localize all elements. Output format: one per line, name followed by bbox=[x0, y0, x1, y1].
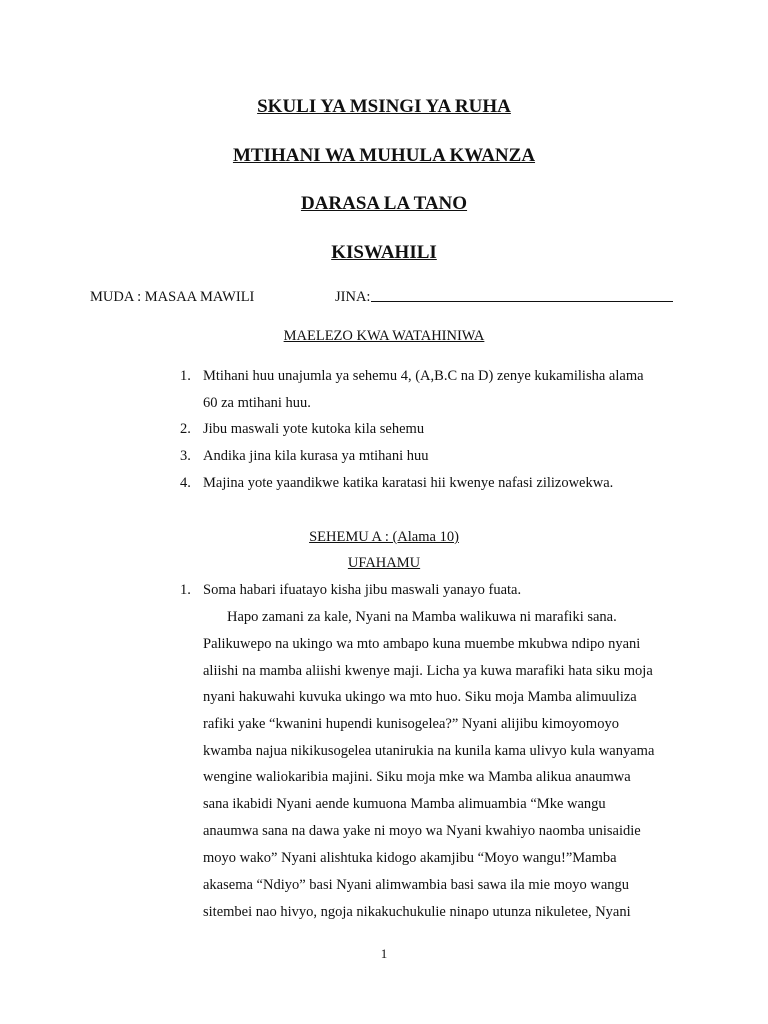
school-title: SKULI YA MSINGI YA RUHA bbox=[257, 96, 511, 117]
instruction-text: Majina yote yaandikwe katika karatasi hii kwenye nafasi zilizowekwa. bbox=[203, 475, 614, 491]
instruction-text: Andika jina kila kurasa ya mtihani huu bbox=[203, 448, 429, 464]
passage-line: sitembei nao hivyo, ngoja nikakuchukulie ninapo utunza nikuletee, Nyani bbox=[203, 904, 631, 920]
duration-label: MUDA : MASAA MAWILI bbox=[90, 289, 255, 305]
question-text: Soma habari ifuatayo kisha jibu maswali yanayo fuata. bbox=[203, 582, 522, 598]
passage-line: nyani hakuwahi kuvuka ukingo wa mto huo. Siku moja Mamba alimuuliza bbox=[203, 689, 637, 705]
instruction-number: 4. bbox=[180, 475, 191, 491]
page-number: 1 bbox=[380, 946, 388, 961]
question-number: 1. bbox=[180, 582, 191, 598]
passage-line: Hapo zamani za kale, Nyani na Mamba walikuwa ni marafiki sana. bbox=[227, 609, 617, 625]
name-label: JINA: bbox=[335, 289, 371, 305]
instruction-number: 3. bbox=[180, 448, 191, 464]
grade-title: DARASA LA TANO bbox=[300, 193, 468, 214]
exam-title: MTIHANI WA MUHULA KWANZA bbox=[232, 145, 536, 166]
instruction-text: 60 za mtihani huu. bbox=[203, 395, 311, 411]
passage-line: anaumwa sana na dawa yake ni moyo wa Nyani kwahiyo naomba unisaidie bbox=[203, 823, 641, 839]
section-a-heading: SEHEMU A : (Alama 10) bbox=[309, 529, 459, 545]
passage-line: wengine waliokaribia majini. Siku moja mke wa Mamba alikua anaumwa bbox=[203, 769, 631, 785]
passage-line: Palikuwepo na ukingo wa mto ambapo kuna muembe mkubwa ndipo nyani bbox=[203, 636, 641, 652]
passage-line: rafiki yake “kwanini hupendi kunisogelea?” Nyani alijibu kimoyomoyo bbox=[203, 716, 619, 732]
passage-line: aliishi na mamba aliishi kwenye maji. Licha ya kuwa marafiki hata siku moja bbox=[203, 663, 653, 679]
instructions-heading: MAELEZO KWA WATAHINIWA bbox=[283, 328, 485, 344]
name-blank-line bbox=[371, 301, 673, 302]
instruction-text: Jibu maswali yote kutoka kila sehemu bbox=[203, 421, 425, 437]
instruction-number: 1. bbox=[180, 368, 191, 384]
passage-line: kwamba najua nikikusogelea utanirukia na kunila kama ulivyo kula wanyama bbox=[203, 743, 655, 759]
passage-line: sana ikabidi Nyani aende kumuona Mamba alimuambia “Mke wangu bbox=[203, 796, 606, 812]
subject-title: KISWAHILI bbox=[331, 242, 437, 263]
passage-line: moyo wako” Nyani alishtuka kidogo akamjibu “Moyo wangu!”Mamba bbox=[203, 850, 617, 866]
instruction-number: 2. bbox=[180, 421, 191, 437]
passage-line: akasema “Ndiyo” basi Nyani alimwambia basi sawa ila mie moyo wangu bbox=[203, 877, 630, 893]
instruction-text: Mtihani huu unajumla ya sehemu 4, (A,B.C na D) zenye kukamilisha alama bbox=[203, 368, 644, 384]
section-a-subheading: UFAHAMU bbox=[347, 555, 421, 571]
